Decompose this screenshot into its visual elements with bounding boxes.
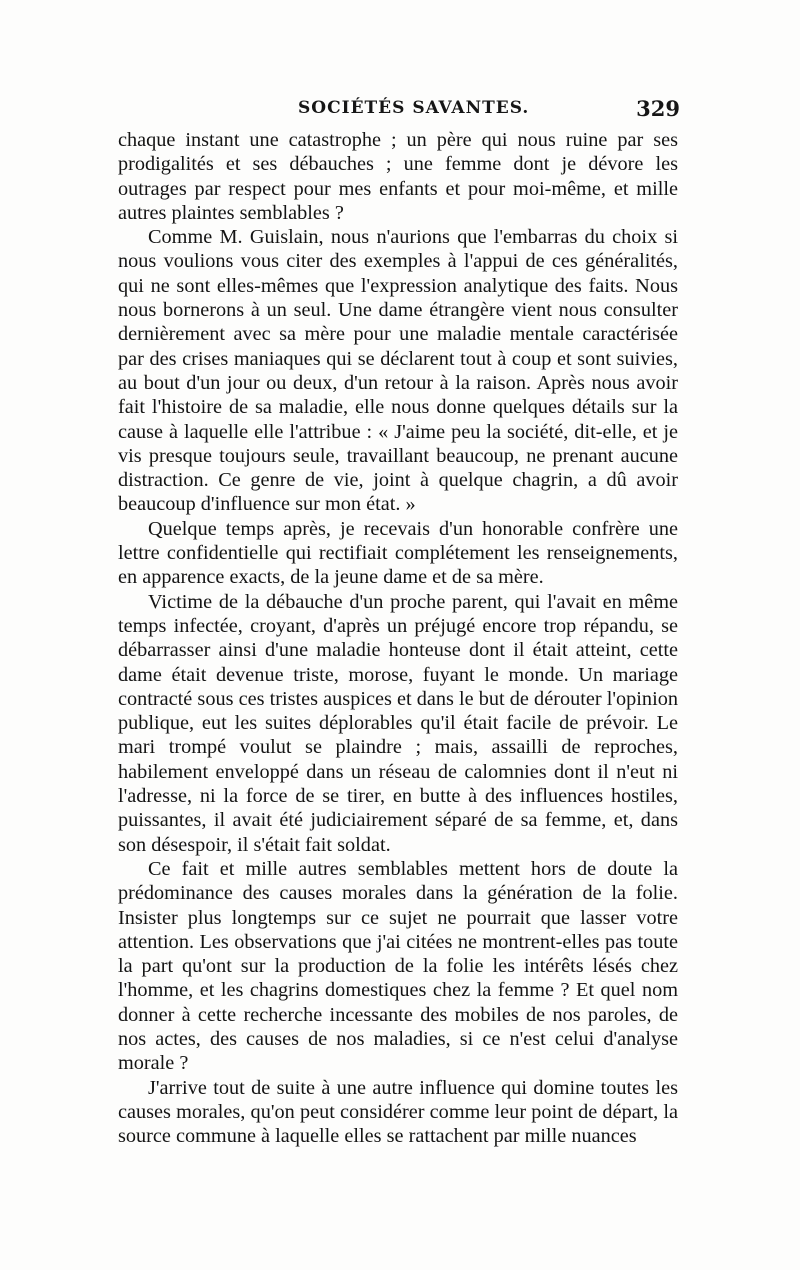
running-head-title: SOCIÉTÉS SAVANTES. — [298, 98, 530, 118]
running-head — [120, 96, 680, 126]
body-text — [118, 128, 678, 1148]
paragraph: Quelque temps après, je recevais d'un honorable confrère une lettre confidentielle qui rectifiait complétement les renseignements, en apparence exacts, de la jeune dame et de sa mère. — [118, 517, 678, 589]
paragraph: J'arrive tout de suite à une autre influence qui domine toutes les causes morales, qu'on peut considérer comme leur point de départ, la source commune à laquelle elles se rattachent par mille nuances — [118, 1076, 678, 1148]
paragraph: Victime de la débauche d'un proche parent, qui l'avait en même temps infectée, croyant, d'après un préjugé encore trop répandu, se débarrasser ainsi d'une maladie honteuse dont il était atteint, cette dame était devenue triste, morose, fuyant le monde. Un mariage contracté sous ces tristes auspices et dans le but de dérouter l'opinion publique, eut les suites déplorables qu'il était facile de prévoir. Le mari trompé voulut se plaindre ; mais, assailli de reproches, habilement enveloppé dans un réseau de calomnies dont il n'eut ni l'adresse, ni la force de se tirer, en butte à des influences hostiles, puissantes, il avait été judiciairement séparé de sa femme, et, dans son désespoir, il s'était fait soldat. — [118, 590, 678, 856]
paragraph: chaque instant une catastrophe ; un père qui nous ruine par ses prodigalités et ses débauches ; une femme dont je dévore les outrages par respect pour mes enfants et pour moi-même, et mille autres plaintes semblables ? — [118, 129, 678, 224]
page-number: 329 — [636, 96, 680, 121]
paragraph: Comme M. Guislain, nous n'aurions que l'embarras du choix si nous voulions vous citer des exemples à l'appui de ces généralités, qui ne sont elles-mêmes que l'expression analytique des faits. Nous nous bornerons à un seul. Une dame étrangère vient nous consulter dernièrement avec sa mère pour une maladie mentale caractérisée par des crises maniaques qui se déclarent tout à coup et sont suivies, au bout d'un jour ou deux, d'un retour à la raison. Après nous avoir fait l'histoire de sa maladie, elle nous donne quelques détails sur la cause à laquelle elle l'attribue : « J'aime peu la société, dit-elle, et je vis presque toujours seule, travaillant beaucoup, ne prenant aucune distraction. Ce genre de vie, joint à quelque chagrin, a dû avoir beaucoup d'influence sur mon état. » — [118, 226, 678, 516]
paragraph: Ce fait et mille autres semblables mettent hors de doute la prédominance des causes morales dans la génération de la folie. Insister plus longtemps sur ce sujet ne pourrait que lasser votre attention. Les observations que j'ai citées ne montrent-elles pas toute la part qu'ont sur la production de la folie les intérêts lésés chez l'homme, et les chagrins domestiques chez la femme ? Et quel nom donner à cette recherche incessante des mobiles de nos paroles, de nos actes, des causes de nos maladies, si ce n'est celui d'analyse morale ? — [118, 857, 678, 1075]
